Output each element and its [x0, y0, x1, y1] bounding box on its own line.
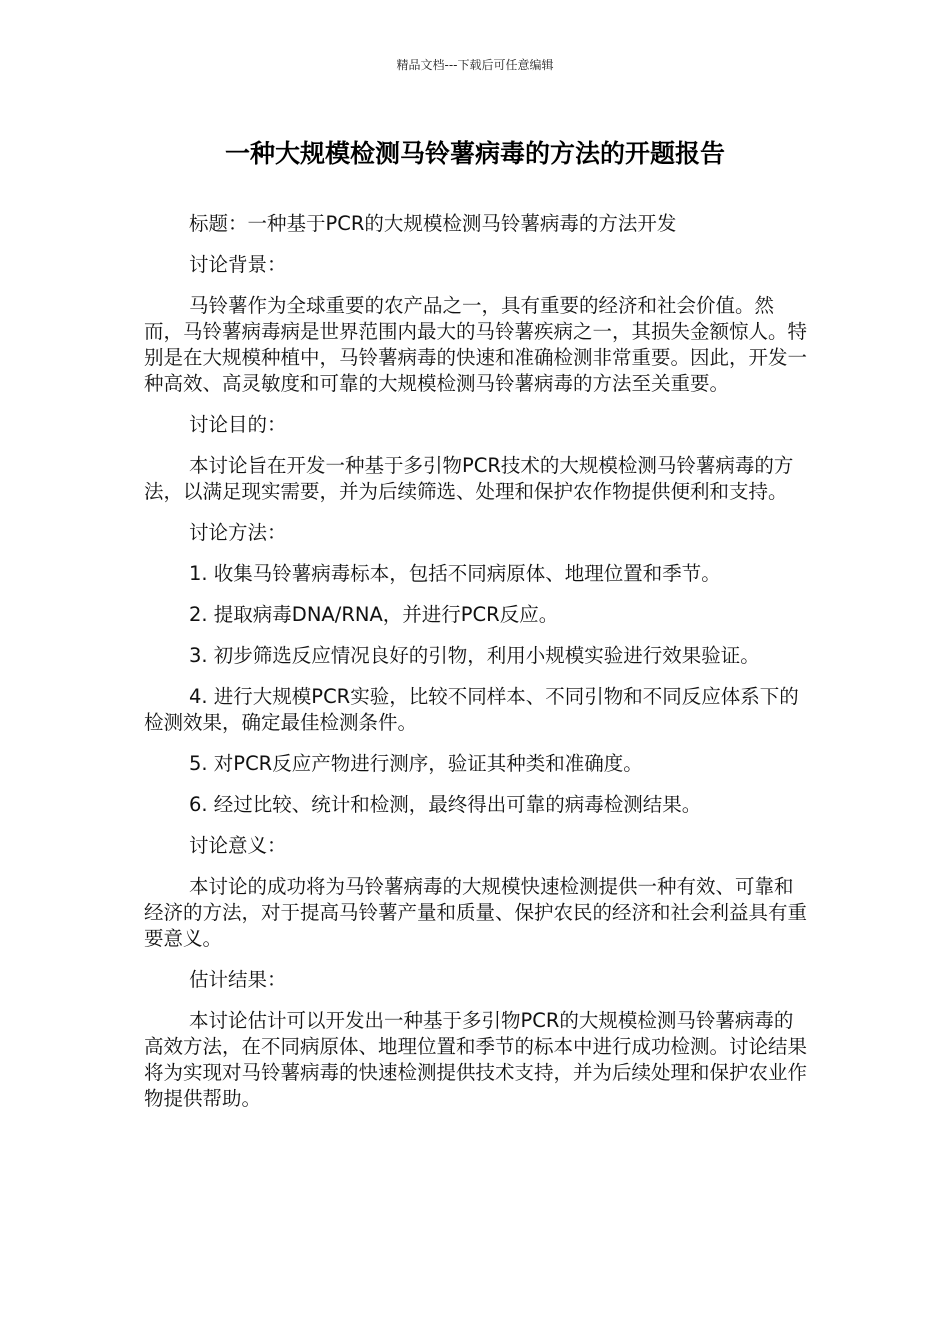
method-step-6: 6. 经过比较、统计和检测，最终得出可靠的病毒检测结果。	[189, 793, 702, 816]
document-title: 一种大规模检测马铃薯病毒的方法的开题报告	[224, 139, 725, 168]
method-step-1: 1. 收集马铃薯病毒标本，包括不同病原体、地理位置和季节。	[189, 562, 721, 585]
subject-line: 标题：一种基于PCR的大规模检测马铃薯病毒的方法开发	[189, 212, 677, 235]
page-header: 精品文档---下载后可任意编辑	[396, 58, 554, 72]
expected-results-paragraph: 本讨论估计可以开发出一种基于多引物PCR的大规模检测马铃薯病毒的高效方法，在不同病原体、地理位置和季节的标本中进行成功检测。讨论结果将为实现对马铃薯病毒的快速检测提供技术支持，并为后续处理和保护农业作物提供帮助。	[144, 1009, 808, 1110]
significance-paragraph: 本讨论的成功将为马铃薯病毒的大规模快速检测提供一种有效、可靠和经济的方法，对于提高马铃薯产量和质量、保护农民的经济和社会利益具有重要意义。	[144, 875, 808, 950]
method-step-4: 4. 进行大规模PCR实验，比较不同样本、不同引物和不同反应体系下的检测效果，确定最佳检测条件。	[144, 685, 799, 734]
section-heading-expected-results: 估计结果：	[189, 968, 287, 991]
method-step-5: 5. 对PCR反应产物进行测序，验证其种类和准确度。	[189, 752, 643, 775]
section-heading-background: 讨论背景：	[189, 253, 287, 276]
section-heading-purpose: 讨论目的：	[189, 413, 287, 436]
method-step-2: 2. 提取病毒DNA/RNA，并进行PCR反应。	[189, 603, 559, 626]
section-heading-significance: 讨论意义：	[189, 834, 287, 857]
method-step-3: 3. 初步筛选反应情况良好的引物，利用小规模实验进行效果验证。	[189, 644, 760, 667]
section-heading-methods: 讨论方法：	[189, 521, 287, 544]
background-paragraph: 马铃薯作为全球重要的农产品之一，具有重要的经济和社会价值。然而，马铃薯病毒病是世界范围内最大的马铃薯疾病之一，其损失金额惊人。特别是在大规模种植中，马铃薯病毒的快速和准确检测非常重要。因此，开发一种高效、高灵敏度和可靠的大规模检测马铃薯病毒的方法至关重要。	[144, 294, 808, 395]
purpose-paragraph: 本讨论旨在开发一种基于多引物PCR技术的大规模检测马铃薯病毒的方法，以满足现实需要，并为后续筛选、处理和保护农作物提供便利和支持。	[144, 454, 794, 503]
document-body	[144, 211, 808, 1127]
